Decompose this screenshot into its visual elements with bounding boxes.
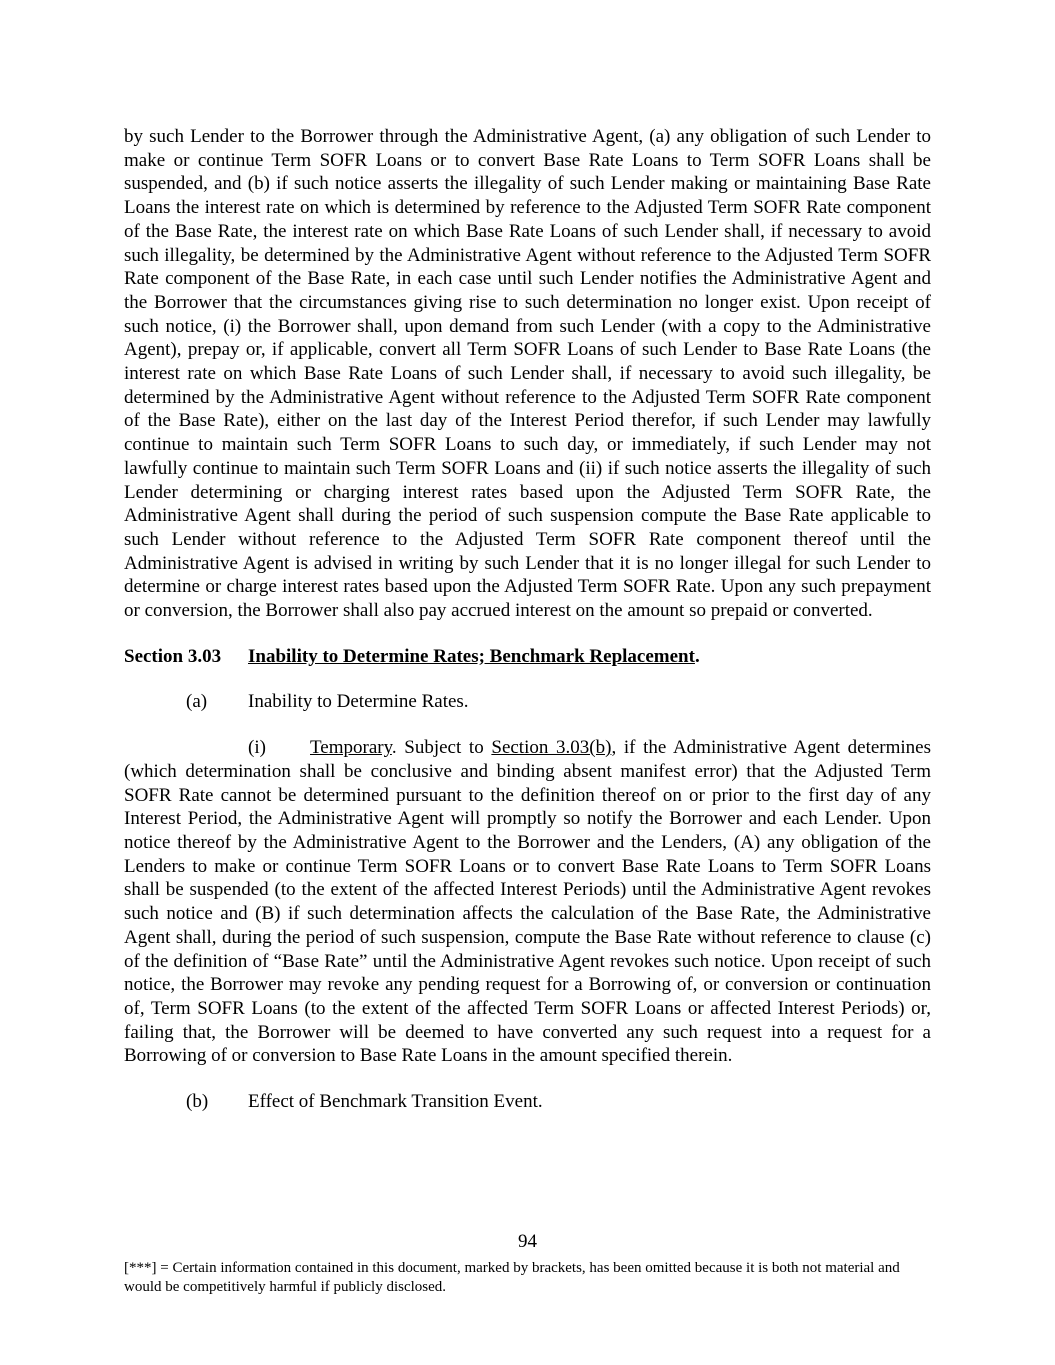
- section-title: Inability to Determine Rates; Benchmark Replacement: [248, 645, 695, 667]
- clause-i-body: , if the Administrative Agent determines (which determination shall be conclusive and binding absent manifest error) that the Adjusted Term SOFR Rate cannot be determined pursuant to the definition thereof on or prior to the first day of any Interest Period, the Administrative Agent will promptly so notify the Borrower and each Lender. Upon notice thereof by the Administrative Agent to the Borrower and the Lenders, (A) any obligation of the Lenders to make or continue Term SOFR Loans or to convert Base Rate Loans to Term SOFR Loans shall be suspended (to the extent of the affected Interest Periods) until the Administrative Agent revokes such notice and (B) if such determination affects the calculation of the Base Rate, the Administrative Agent shall, during the period of such suspension, compute the Base Rate without reference to clause (c) of the definition of “Base Rate” until the Administrative Agent revokes such notice. Upon receipt of such notice, the Borrower may revoke any pending request for a Borrowing of, or conversion or continuation of, Term SOFR Loans (to the extent of the affected Term SOFR Loans or affected Interest Periods) or, failing that, the Borrower will be deemed to have converted any such request into a request for a Borrowing of or conversion to Base Rate Loans in the amount specified therein.: [124, 737, 931, 1067]
- subsection-b-heading: [124, 1090, 931, 1114]
- section-heading: [124, 645, 931, 669]
- subsection-a-label: (a): [186, 691, 208, 713]
- clause-i-label: (i): [248, 737, 266, 759]
- subsection-a-heading: [124, 690, 931, 714]
- subsection-b-title: Effect of Benchmark Transition Event.: [248, 1091, 543, 1113]
- section-title-period: .: [694, 645, 700, 667]
- clause-i-heading: Temporary: [310, 737, 392, 759]
- clause-i-after-heading: . Subject to: [391, 737, 492, 759]
- subsection-b-label: (b): [186, 1091, 209, 1113]
- clause-i-paragraph: [124, 736, 931, 1068]
- page-number: 94: [518, 1231, 537, 1252]
- confidentiality-footnote: [***] = Certain information contained in this document, marked by brackets, has been omitted because it is both not material and would be competitively harmful if publicly disclosed.: [124, 1260, 900, 1295]
- subsection-a-title: Inability to Determine Rates.: [248, 691, 469, 713]
- document-body: [124, 125, 931, 1114]
- section-reference-link: Section 3.03(b): [491, 737, 612, 759]
- intro-paragraph: by such Lender to the Borrower through the Administrative Agent, (a) any obligation of such Lender to make or continue Term SOFR Loans or to convert Base Rate Loans to Term SOFR Loans shall be suspended, and (b) if such notice asserts the illegality of such Lender making or maintaining Base Rate Loans the interest rate on which is determined by reference to the Adjusted Term SOFR Rate component of the Base Rate, the interest rate on which Base Rate Loans of such Lender shall, if necessary to avoid such illegality, be determined by the Administrative Agent without reference to the Adjusted Term SOFR Rate component of the Base Rate, in each case until such Lender notifies the Administrative Agent and the Borrower that the circumstances giving rise to such determination no longer exist. Upon receipt of such notice, (i) the Borrower shall, upon demand from such Lender (with a copy to the Administrative Agent), prepay or, if applicable, convert all Term SOFR Loans of such Lender to Base Rate Loans (the interest rate on which Base Rate Loans of such Lender shall, if necessary to avoid such illegality, be determined by the Administrative Agent without reference to the Adjusted Term SOFR Rate component of the Base Rate), either on the last day of the Interest Period therefor, if such Lender may lawfully continue to maintain such Term SOFR Loans to such day, or immediately, if such Lender may not lawfully continue to maintain such Term SOFR Loans and (ii) if such notice asserts the illegality of such Lender determining or charging interest rates based upon the Adjusted Term SOFR Rate, the Administrative Agent shall during the period of such suspension compute the Base Rate applicable to such Lender without reference to the Adjusted Term SOFR Rate component thereof until the Administrative Agent is advised in writing by such Lender that it is no longer illegal for such Lender to determine or charge interest rates based upon the Adjusted Term SOFR Rate. Upon any such prepayment or conversion, the Borrower shall also pay accrued interest on the amount so prepaid or converted.: [124, 126, 931, 622]
- section-number: Section 3.03: [124, 645, 222, 667]
